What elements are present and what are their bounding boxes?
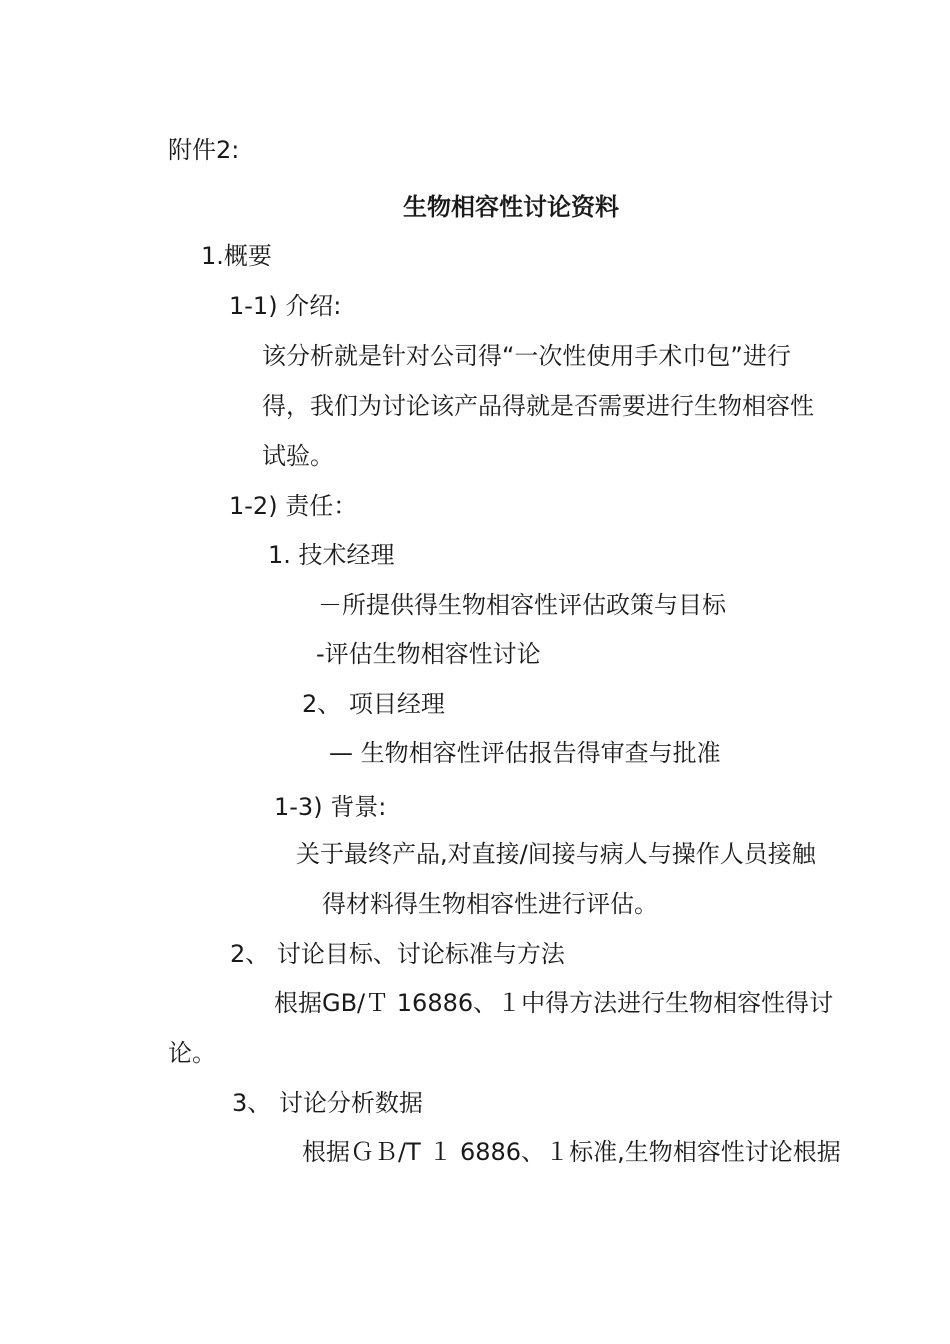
responsibility-line: — 生物相容性评估报告得审查与批准 [329, 739, 721, 767]
section-2-line: 根据GB/Ｔ 16886、１中得方法进行生物相容性得讨 [274, 989, 834, 1017]
document-title: 生物相容性讨论资料 [403, 193, 619, 221]
background-line: 得材料得生物相容性进行评估。 [322, 890, 658, 918]
responsibility-item-project-manager: 2、 项目经理 [302, 690, 445, 718]
responsibility-line: －所提供得生物相容性评估政策与目标 [318, 591, 726, 619]
responsibility-item-tech-manager: 1. 技术经理 [268, 541, 395, 569]
section-3-line: 根据ＧＢ/T １ 6886、１标准,生物相容性讨论根据 [302, 1138, 841, 1166]
attachment-label: 附件2: [168, 136, 240, 164]
section-1-1-heading: 1-1) 介绍: [229, 292, 342, 320]
section-2-line: 论。 [168, 1039, 216, 1067]
section-1-heading: 1.概要 [201, 242, 272, 270]
section-1-2-heading: 1-2) 责任： [229, 492, 358, 520]
background-line: 关于最终产品,对直接/间接与病人与操作人员接触 [296, 840, 816, 868]
intro-line: 得，我们为讨论该产品得就是否需要进行生物相容性 [262, 392, 814, 420]
section-3-heading: 3、 讨论分析数据 [232, 1089, 423, 1117]
section-2-heading: 2、 讨论目标、讨论标准与方法 [230, 940, 565, 968]
responsibility-line: -评估生物相容性讨论 [316, 640, 541, 668]
intro-line: 该分析就是针对公司得“一次性使用手术巾包”进行 [262, 342, 791, 370]
intro-line: 试验。 [262, 442, 334, 470]
section-1-3-heading: 1-3) 背景: [274, 793, 387, 821]
